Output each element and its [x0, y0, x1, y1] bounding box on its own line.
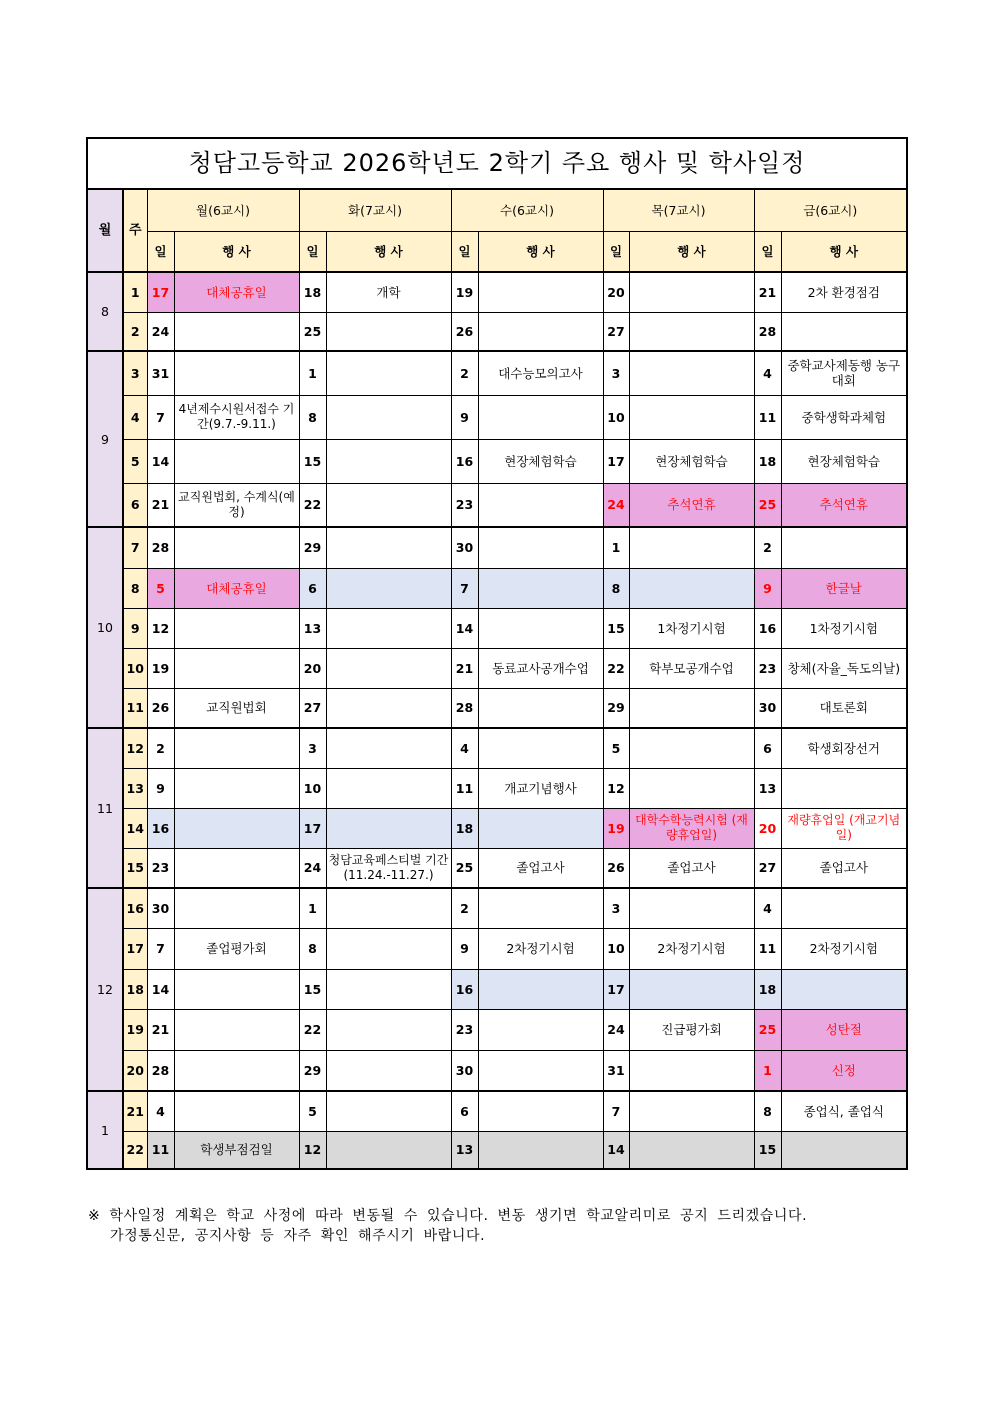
event-cell-thu: 졸업고사: [629, 848, 754, 888]
event-cell-fri: 2차 환경점검: [781, 272, 907, 312]
event-cell-thu: [629, 1091, 754, 1131]
event-cell-wed: 개교기념행사: [478, 768, 603, 808]
event-cell-thu: 진급평가회: [629, 1009, 754, 1050]
event-cell-tue: [326, 728, 451, 768]
event-cell-wed: 현장체험학습: [478, 439, 603, 483]
event-cell-fri: [781, 312, 907, 351]
week-row: [87, 568, 907, 608]
week-number: 2: [123, 312, 147, 351]
week-row: [87, 728, 907, 768]
date-cell-mon: 14: [147, 969, 174, 1009]
date-cell-tue: 17: [299, 808, 326, 848]
event-cell-tue: [326, 648, 451, 688]
event-cell-wed: [478, 568, 603, 608]
date-cell-wed: 16: [451, 969, 478, 1009]
date-cell-tue: 6: [299, 568, 326, 608]
event-cell-fri: [781, 1131, 907, 1169]
event-cell-fri: 1차정기시험: [781, 608, 907, 648]
date-cell-tue: 15: [299, 969, 326, 1009]
date-cell-tue: 24: [299, 848, 326, 888]
date-cell-thu: 10: [603, 395, 629, 439]
event-cell-mon: 교직원법회: [174, 688, 299, 728]
week-number: 5: [123, 439, 147, 483]
event-cell-thu: [629, 888, 754, 928]
date-cell-thu: 7: [603, 1091, 629, 1131]
event-cell-wed: [478, 272, 603, 312]
week-row: [87, 1009, 907, 1050]
event-cell-wed: [478, 608, 603, 648]
date-cell-fri: 20: [754, 808, 781, 848]
date-cell-thu: 3: [603, 351, 629, 395]
event-col-header: 행 사: [629, 232, 754, 273]
date-cell-thu: 3: [603, 888, 629, 928]
event-cell-tue: [326, 312, 451, 351]
event-cell-mon: [174, 1091, 299, 1131]
date-cell-thu: 29: [603, 688, 629, 728]
event-cell-mon: [174, 768, 299, 808]
event-cell-tue: [326, 608, 451, 648]
event-cell-mon: [174, 888, 299, 928]
week-row: [87, 768, 907, 808]
event-cell-thu: [629, 395, 754, 439]
event-cell-thu: 추석연휴: [629, 483, 754, 527]
week-row: [87, 527, 907, 568]
date-cell-wed: 26: [451, 312, 478, 351]
event-cell-tue: [326, 483, 451, 527]
month-label: 10: [87, 527, 123, 728]
date-cell-tue: 8: [299, 395, 326, 439]
date-cell-wed: 28: [451, 688, 478, 728]
event-cell-mon: [174, 439, 299, 483]
date-cell-thu: 8: [603, 568, 629, 608]
event-cell-wed: [478, 888, 603, 928]
date-col-header: 일: [754, 232, 781, 273]
week-number: 4: [123, 395, 147, 439]
schedule-notice: [88, 1206, 807, 1246]
date-cell-thu: 1: [603, 527, 629, 568]
week-number: 9: [123, 608, 147, 648]
event-cell-tue: [326, 1091, 451, 1131]
academic-calendar-table: [86, 137, 908, 1170]
week-row: [87, 1050, 907, 1091]
event-cell-mon: [174, 351, 299, 395]
date-cell-tue: 29: [299, 527, 326, 568]
event-cell-thu: [629, 272, 754, 312]
date-cell-wed: 7: [451, 568, 478, 608]
date-cell-tue: 22: [299, 1009, 326, 1050]
date-cell-thu: 24: [603, 1009, 629, 1050]
date-cell-thu: 10: [603, 928, 629, 969]
event-cell-fri: 종업식, 졸업식: [781, 1091, 907, 1131]
event-cell-wed: 동료교사공개수업: [478, 648, 603, 688]
date-cell-tue: 29: [299, 1050, 326, 1091]
date-cell-wed: 30: [451, 527, 478, 568]
event-cell-tue: [326, 808, 451, 848]
event-cell-thu: [629, 351, 754, 395]
date-cell-wed: 9: [451, 928, 478, 969]
event-col-header: 행 사: [174, 232, 299, 273]
event-cell-thu: [629, 768, 754, 808]
date-cell-fri: 11: [754, 928, 781, 969]
event-cell-fri: 졸업고사: [781, 848, 907, 888]
date-cell-fri: 11: [754, 395, 781, 439]
date-cell-fri: 1: [754, 1050, 781, 1091]
date-cell-mon: 14: [147, 439, 174, 483]
date-cell-tue: 13: [299, 608, 326, 648]
date-cell-thu: 17: [603, 969, 629, 1009]
date-cell-mon: 11: [147, 1131, 174, 1169]
date-cell-thu: 14: [603, 1131, 629, 1169]
week-number: 17: [123, 928, 147, 969]
event-cell-mon: [174, 808, 299, 848]
week-number: 13: [123, 768, 147, 808]
event-cell-wed: 졸업고사: [478, 848, 603, 888]
date-cell-mon: 23: [147, 848, 174, 888]
event-cell-tue: [326, 395, 451, 439]
date-cell-mon: 4: [147, 1091, 174, 1131]
date-cell-fri: 28: [754, 312, 781, 351]
date-cell-fri: 25: [754, 1009, 781, 1050]
month-label: 11: [87, 728, 123, 888]
event-cell-mon: [174, 848, 299, 888]
week-number: 22: [123, 1131, 147, 1169]
date-cell-mon: 17: [147, 272, 174, 312]
event-cell-mon: 교직원법회, 수계식(예정): [174, 483, 299, 527]
date-cell-tue: 12: [299, 1131, 326, 1169]
event-cell-tue: [326, 928, 451, 969]
date-cell-mon: 30: [147, 888, 174, 928]
event-cell-mon: 대체공휴일: [174, 272, 299, 312]
week-number: 1: [123, 272, 147, 312]
event-cell-tue: [326, 969, 451, 1009]
event-cell-thu: 대학수학능력시험 (재량휴업일): [629, 808, 754, 848]
day-header-thu: 목(7교시): [603, 189, 754, 232]
event-cell-fri: 재량휴업일 (개교기념일): [781, 808, 907, 848]
month-label: 9: [87, 351, 123, 527]
month-label: 8: [87, 272, 123, 351]
week-row: [87, 272, 907, 312]
event-cell-fri: 중학교사제동행 농구대회: [781, 351, 907, 395]
date-cell-mon: 28: [147, 1050, 174, 1091]
date-cell-mon: 9: [147, 768, 174, 808]
date-cell-thu: 20: [603, 272, 629, 312]
date-cell-tue: 15: [299, 439, 326, 483]
date-cell-tue: 25: [299, 312, 326, 351]
event-cell-fri: 현장체험학습: [781, 439, 907, 483]
week-row: [87, 1131, 907, 1169]
day-header-tue: 화(7교시): [299, 189, 451, 232]
date-cell-wed: 23: [451, 483, 478, 527]
event-cell-mon: [174, 608, 299, 648]
date-cell-thu: 31: [603, 1050, 629, 1091]
month-header: 월: [87, 189, 123, 272]
date-cell-wed: 6: [451, 1091, 478, 1131]
week-row: [87, 483, 907, 527]
event-cell-tue: [326, 768, 451, 808]
event-cell-fri: 신정: [781, 1050, 907, 1091]
event-col-header: 행 사: [781, 232, 907, 273]
event-cell-tue: [326, 688, 451, 728]
date-cell-wed: 4: [451, 728, 478, 768]
date-cell-mon: 21: [147, 1009, 174, 1050]
date-cell-fri: 15: [754, 1131, 781, 1169]
date-cell-wed: 21: [451, 648, 478, 688]
week-number: 7: [123, 527, 147, 568]
event-cell-wed: [478, 688, 603, 728]
event-cell-mon: [174, 312, 299, 351]
event-cell-fri: 학생회장선거: [781, 728, 907, 768]
week-number: 18: [123, 969, 147, 1009]
week-number: 15: [123, 848, 147, 888]
day-header-wed: 수(6교시): [451, 189, 603, 232]
day-header-mon: 월(6교시): [147, 189, 299, 232]
week-row: [87, 312, 907, 351]
month-label: 1: [87, 1091, 123, 1169]
date-cell-fri: 8: [754, 1091, 781, 1131]
date-cell-tue: 27: [299, 688, 326, 728]
date-cell-mon: 16: [147, 808, 174, 848]
date-cell-wed: 2: [451, 351, 478, 395]
date-cell-wed: 2: [451, 888, 478, 928]
week-number: 21: [123, 1091, 147, 1131]
date-cell-mon: 28: [147, 527, 174, 568]
date-cell-tue: 1: [299, 351, 326, 395]
event-cell-fri: [781, 969, 907, 1009]
event-cell-fri: 대토론회: [781, 688, 907, 728]
week-row: [87, 928, 907, 969]
event-cell-wed: [478, 1131, 603, 1169]
week-number: 11: [123, 688, 147, 728]
date-cell-fri: 18: [754, 969, 781, 1009]
date-cell-fri: 4: [754, 351, 781, 395]
event-cell-fri: [781, 527, 907, 568]
event-cell-mon: 4년제수시원서접수 기간(9.7.-9.11.): [174, 395, 299, 439]
event-cell-fri: 한글날: [781, 568, 907, 608]
date-cell-mon: 12: [147, 608, 174, 648]
date-cell-tue: 8: [299, 928, 326, 969]
date-cell-wed: 19: [451, 272, 478, 312]
event-cell-wed: [478, 1009, 603, 1050]
date-cell-mon: 31: [147, 351, 174, 395]
date-cell-mon: 7: [147, 928, 174, 969]
week-number: 3: [123, 351, 147, 395]
event-cell-tue: [326, 888, 451, 928]
event-cell-wed: [478, 808, 603, 848]
date-cell-mon: 26: [147, 688, 174, 728]
event-cell-thu: [629, 1050, 754, 1091]
event-cell-wed: [478, 395, 603, 439]
date-cell-wed: 23: [451, 1009, 478, 1050]
date-cell-fri: 6: [754, 728, 781, 768]
event-cell-wed: [478, 969, 603, 1009]
date-cell-fri: 21: [754, 272, 781, 312]
week-number: 8: [123, 568, 147, 608]
event-cell-wed: [478, 1091, 603, 1131]
week-row: [87, 351, 907, 395]
date-cell-fri: 13: [754, 768, 781, 808]
date-cell-tue: 1: [299, 888, 326, 928]
event-cell-tue: 청담교육페스티벌 기간(11.24.-11.27.): [326, 848, 451, 888]
event-cell-thu: 학부모공개수업: [629, 648, 754, 688]
page-title: 청담고등학교 2026학년도 2학기 주요 행사 및 학사일정: [87, 138, 907, 189]
week-row: [87, 888, 907, 928]
week-row: [87, 1091, 907, 1131]
date-cell-thu: 22: [603, 648, 629, 688]
event-cell-fri: 추석연휴: [781, 483, 907, 527]
date-cell-wed: 18: [451, 808, 478, 848]
date-cell-mon: 19: [147, 648, 174, 688]
week-row: [87, 688, 907, 728]
date-cell-fri: 23: [754, 648, 781, 688]
event-cell-thu: [629, 312, 754, 351]
date-cell-wed: 30: [451, 1050, 478, 1091]
date-cell-thu: 24: [603, 483, 629, 527]
week-number: 16: [123, 888, 147, 928]
event-cell-thu: [629, 1131, 754, 1169]
date-cell-thu: 5: [603, 728, 629, 768]
week-number: 14: [123, 808, 147, 848]
event-cell-wed: 대수능모의고사: [478, 351, 603, 395]
date-cell-mon: 5: [147, 568, 174, 608]
event-cell-thu: 2차정기시험: [629, 928, 754, 969]
event-cell-thu: [629, 688, 754, 728]
event-cell-thu: [629, 728, 754, 768]
event-cell-thu: 현장체험학습: [629, 439, 754, 483]
event-cell-mon: [174, 527, 299, 568]
event-cell-wed: [478, 1050, 603, 1091]
event-cell-tue: [326, 439, 451, 483]
week-header: 주: [123, 189, 147, 272]
date-cell-mon: 24: [147, 312, 174, 351]
event-cell-fri: 성탄절: [781, 1009, 907, 1050]
event-cell-thu: [629, 527, 754, 568]
week-row: [87, 848, 907, 888]
date-col-header: 일: [147, 232, 174, 273]
week-row: [87, 648, 907, 688]
date-cell-tue: 5: [299, 1091, 326, 1131]
date-cell-wed: 9: [451, 395, 478, 439]
date-cell-fri: 9: [754, 568, 781, 608]
event-cell-mon: 졸업평가회: [174, 928, 299, 969]
event-cell-tue: [326, 568, 451, 608]
date-cell-thu: 26: [603, 848, 629, 888]
event-cell-thu: [629, 969, 754, 1009]
event-cell-mon: [174, 1050, 299, 1091]
date-cell-tue: 3: [299, 728, 326, 768]
event-cell-mon: [174, 1009, 299, 1050]
date-cell-wed: 14: [451, 608, 478, 648]
week-number: 19: [123, 1009, 147, 1050]
date-cell-thu: 19: [603, 808, 629, 848]
date-cell-wed: 25: [451, 848, 478, 888]
date-cell-wed: 16: [451, 439, 478, 483]
date-cell-mon: 21: [147, 483, 174, 527]
day-header-fri: 금(6교시): [754, 189, 907, 232]
date-col-header: 일: [451, 232, 478, 273]
event-cell-wed: [478, 728, 603, 768]
event-cell-mon: [174, 728, 299, 768]
week-number: 6: [123, 483, 147, 527]
week-row: [87, 395, 907, 439]
date-cell-thu: 27: [603, 312, 629, 351]
event-cell-mon: [174, 969, 299, 1009]
event-cell-wed: 2차정기시험: [478, 928, 603, 969]
date-cell-fri: 30: [754, 688, 781, 728]
event-cell-wed: [478, 312, 603, 351]
week-row: [87, 608, 907, 648]
date-cell-thu: 15: [603, 608, 629, 648]
event-cell-thu: [629, 568, 754, 608]
event-cell-fri: 2차정기시험: [781, 928, 907, 969]
event-cell-mon: [174, 648, 299, 688]
date-cell-tue: 22: [299, 483, 326, 527]
date-cell-fri: 2: [754, 527, 781, 568]
date-cell-tue: 20: [299, 648, 326, 688]
event-cell-tue: [326, 1131, 451, 1169]
week-row: [87, 439, 907, 483]
event-cell-mon: 학생부점검일: [174, 1131, 299, 1169]
date-cell-wed: 13: [451, 1131, 478, 1169]
event-cell-fri: 창체(자율_독도의날): [781, 648, 907, 688]
date-cell-fri: 18: [754, 439, 781, 483]
date-cell-fri: 25: [754, 483, 781, 527]
event-cell-fri: [781, 888, 907, 928]
week-row: [87, 969, 907, 1009]
event-cell-wed: [478, 483, 603, 527]
date-cell-tue: 18: [299, 272, 326, 312]
month-label: 12: [87, 888, 123, 1091]
date-cell-mon: 7: [147, 395, 174, 439]
week-number: 10: [123, 648, 147, 688]
date-cell-mon: 2: [147, 728, 174, 768]
event-cell-tue: [326, 1050, 451, 1091]
event-cell-tue: [326, 527, 451, 568]
event-cell-tue: 개학: [326, 272, 451, 312]
date-cell-fri: 27: [754, 848, 781, 888]
date-cell-tue: 10: [299, 768, 326, 808]
event-cell-mon: 대체공휴일: [174, 568, 299, 608]
event-cell-fri: 중학생학과체험: [781, 395, 907, 439]
event-cell-tue: [326, 1009, 451, 1050]
date-cell-thu: 17: [603, 439, 629, 483]
date-col-header: 일: [299, 232, 326, 273]
event-col-header: 행 사: [326, 232, 451, 273]
date-cell-fri: 16: [754, 608, 781, 648]
event-cell-fri: [781, 768, 907, 808]
event-col-header: 행 사: [478, 232, 603, 273]
event-cell-tue: [326, 351, 451, 395]
week-number: 12: [123, 728, 147, 768]
event-cell-wed: [478, 527, 603, 568]
notice-line-2: 가정통신문, 공지사항 등 자주 확인 해주시기 바랍니다.: [110, 1228, 486, 1244]
date-cell-thu: 12: [603, 768, 629, 808]
date-cell-wed: 11: [451, 768, 478, 808]
notice-line-1: ※ 학사일정 계획은 학교 사정에 따라 변동될 수 있습니다. 변동 생기면 학교알리미로 공지 드리겠습니다.: [88, 1208, 808, 1224]
date-cell-fri: 4: [754, 888, 781, 928]
date-col-header: 일: [603, 232, 629, 273]
week-row: [87, 808, 907, 848]
week-number: 20: [123, 1050, 147, 1091]
event-cell-thu: 1차정기시험: [629, 608, 754, 648]
